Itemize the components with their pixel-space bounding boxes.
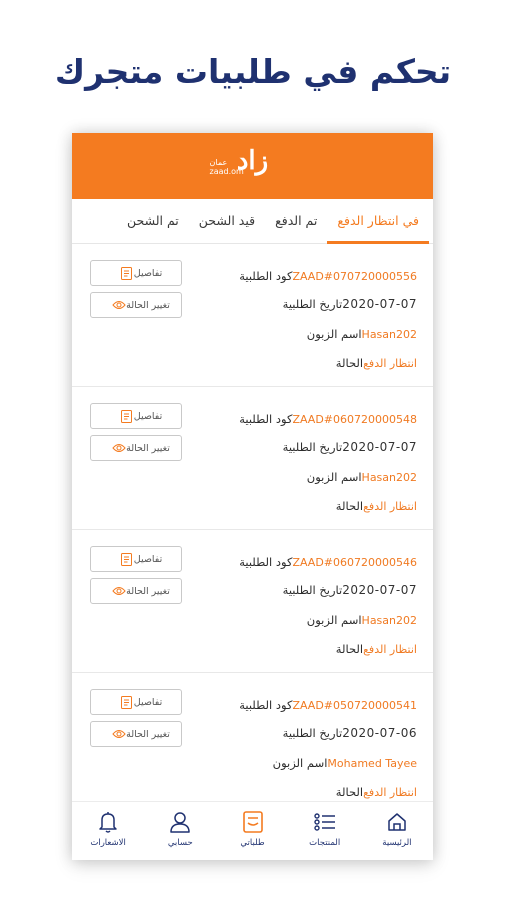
order-code-row — [225, 409, 417, 429]
details-button[interactable] — [90, 546, 182, 572]
eye-icon — [112, 727, 126, 741]
tab-awaiting-payment[interactable]: في انتظار الدفع — [327, 199, 429, 243]
change-status-button-label: تغيير الحالة — [126, 728, 170, 740]
nav-products[interactable] — [289, 802, 361, 860]
logo-text: زاد — [236, 146, 269, 176]
order-card — [72, 530, 433, 673]
list-icon — [311, 809, 339, 835]
eye-icon — [112, 298, 126, 312]
customer-value: Hasan202 — [361, 327, 417, 341]
change-status-button-label: تغيير الحالة — [126, 299, 170, 311]
orders-list — [72, 244, 433, 801]
nav-notifications-label: الاشعارات — [90, 838, 126, 848]
status-value: انتظار الدفع — [363, 356, 417, 370]
document-icon — [120, 552, 134, 566]
bell-icon — [94, 809, 122, 835]
nav-home[interactable] — [361, 802, 433, 860]
details-button-label: تفاصيل — [133, 267, 163, 279]
order-code-value: ZAAD#050720000541 — [292, 698, 417, 712]
order-code-row — [225, 695, 417, 715]
home-icon — [383, 809, 411, 835]
nav-my-orders-label: طلباتي — [240, 838, 265, 848]
status-label: الحالة — [335, 785, 364, 799]
status-value: انتظار الدفع — [363, 785, 417, 799]
orders-icon — [239, 809, 267, 835]
status-row — [322, 782, 417, 801]
order-card — [72, 387, 433, 530]
details-button[interactable] — [90, 689, 182, 715]
nav-notifications[interactable] — [72, 802, 144, 860]
order-date-row — [269, 437, 417, 457]
customer-label: اسم الزبون — [306, 470, 362, 484]
document-icon — [120, 266, 134, 280]
order-card — [72, 244, 433, 387]
status-value: انتظار الدفع — [363, 499, 417, 513]
customer-row — [293, 467, 417, 487]
change-status-button-label: تغيير الحالة — [126, 585, 170, 597]
bottom-nav — [72, 801, 433, 860]
status-row — [322, 639, 417, 659]
customer-value: Mohamed Tayee — [327, 756, 417, 770]
details-button[interactable] — [90, 403, 182, 429]
details-button[interactable] — [90, 260, 182, 286]
order-date-label: تاريخ الطلبية — [282, 583, 343, 597]
status-label: الحالة — [335, 642, 364, 656]
change-status-button-label: تغيير الحالة — [126, 442, 170, 454]
tab-shipping[interactable]: قيد الشحن — [198, 213, 256, 228]
order-date-row — [269, 723, 417, 743]
document-icon — [120, 695, 134, 709]
status-row — [322, 353, 417, 373]
nav-my-orders[interactable] — [216, 802, 288, 860]
details-button-label: تفاصيل — [133, 696, 163, 708]
order-date-label: تاريخ الطلبية — [282, 726, 343, 740]
phone-screen — [72, 133, 433, 860]
order-date-row — [269, 580, 417, 600]
headline: تحكم في طلبيات متجرك — [54, 52, 452, 91]
customer-value: Hasan202 — [361, 613, 417, 627]
order-date-value: 2020-07-07 — [342, 440, 417, 454]
order-code-label: كود الطلبية — [239, 412, 293, 426]
status-label: الحالة — [335, 356, 364, 370]
order-code-row — [225, 266, 417, 286]
document-icon — [120, 409, 134, 423]
status-tabs — [72, 199, 433, 244]
zaad-logo — [208, 148, 298, 186]
order-date-value: 2020-07-06 — [342, 726, 417, 740]
order-code-row — [225, 552, 417, 572]
order-code-label: كود الطلبية — [239, 698, 293, 712]
status-value: انتظار الدفع — [363, 642, 417, 656]
order-code-value: ZAAD#060720000548 — [292, 412, 417, 426]
status-label: الحالة — [335, 499, 364, 513]
tab-shipped[interactable]: تم الشحن — [127, 213, 179, 228]
order-date-value: 2020-07-07 — [342, 297, 417, 311]
nav-account-label: حسابي — [167, 838, 193, 848]
customer-row — [293, 610, 417, 630]
details-button-label: تفاصيل — [133, 410, 163, 422]
nav-home-label: الرئيسية — [382, 838, 412, 848]
order-code-value: ZAAD#060720000546 — [292, 555, 417, 569]
app-header — [72, 133, 433, 199]
order-date-row — [269, 294, 417, 314]
order-code-label: كود الطلبية — [239, 269, 293, 283]
user-icon — [166, 809, 194, 835]
change-status-button[interactable] — [90, 292, 182, 318]
details-button-label: تفاصيل — [133, 553, 163, 565]
customer-label: اسم الزبون — [306, 613, 362, 627]
customer-label: اسم الزبون — [306, 327, 362, 341]
status-row — [322, 496, 417, 516]
logo-subtext: عمان zaad.om — [209, 158, 244, 176]
change-status-button[interactable] — [90, 721, 182, 747]
customer-value: Hasan202 — [361, 470, 417, 484]
change-status-button[interactable] — [90, 578, 182, 604]
nav-account[interactable] — [144, 802, 216, 860]
nav-products-label: المنتجات — [309, 838, 341, 848]
order-date-label: تاريخ الطلبية — [282, 440, 343, 454]
eye-icon — [112, 584, 126, 598]
order-code-value: ZAAD#070720000556 — [292, 269, 417, 283]
change-status-button[interactable] — [90, 435, 182, 461]
order-date-value: 2020-07-07 — [342, 583, 417, 597]
order-date-label: تاريخ الطلبية — [282, 297, 343, 311]
order-code-label: كود الطلبية — [239, 555, 293, 569]
eye-icon — [112, 441, 126, 455]
customer-row — [293, 324, 417, 344]
order-card — [72, 673, 433, 801]
customer-row — [259, 753, 417, 773]
tab-paid[interactable]: تم الدفع — [275, 213, 318, 228]
customer-label: اسم الزبون — [272, 756, 328, 770]
